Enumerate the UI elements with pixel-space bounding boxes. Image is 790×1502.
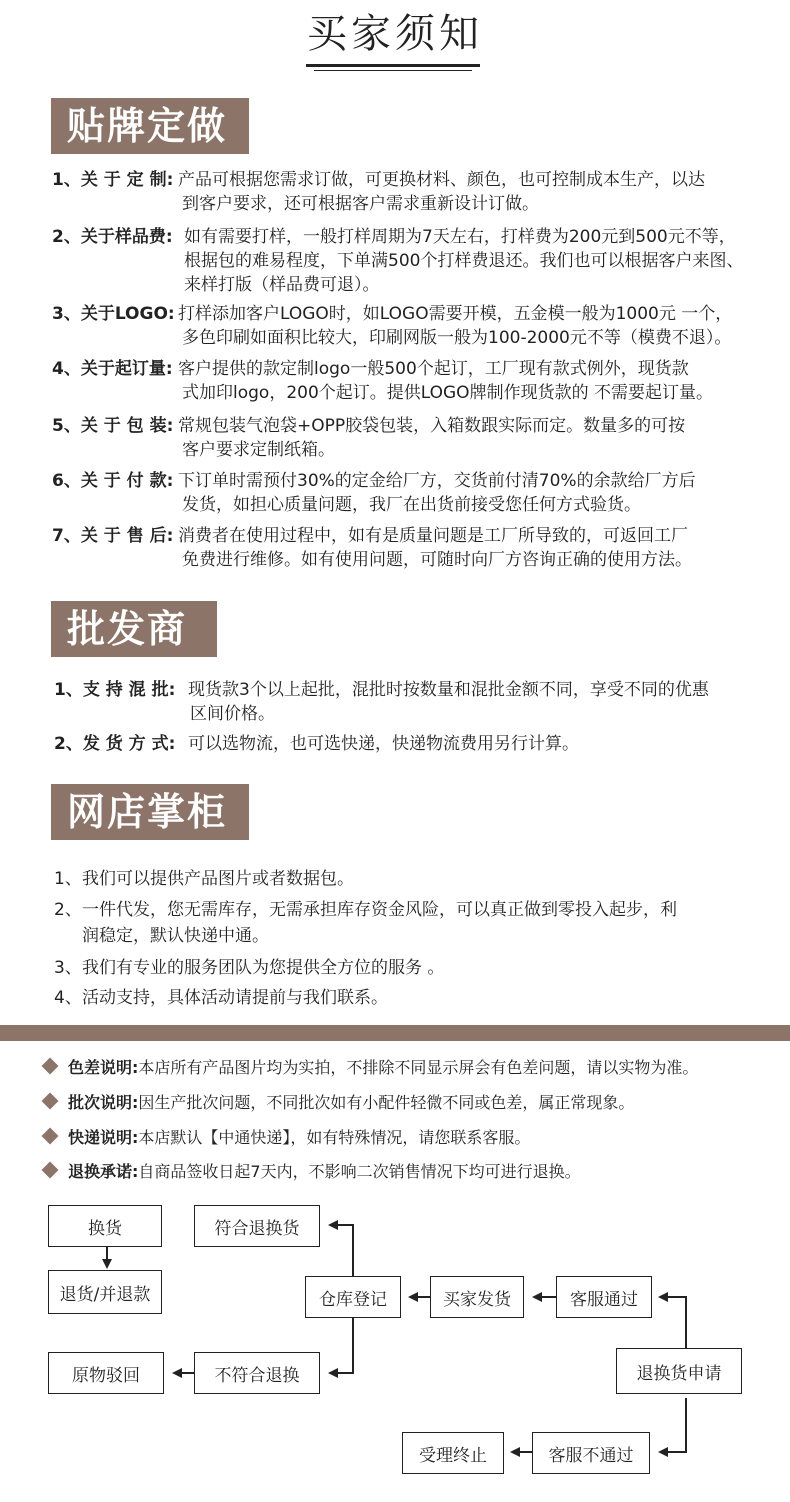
item-text-line: 免费进行维修。如有使用问题，可随时向厂方咨询正确的使用方法。 [182, 550, 692, 570]
arrow-apply-cspass [660, 1297, 686, 1348]
item-label: 6、关 于 付 款: [52, 471, 174, 491]
item-text-line: 客户提供的款定制logo一般500个起订，工厂现有款式例外，现货款 [178, 359, 689, 379]
item-text-line: 现货款3个以上起批，混批时按数量和混批金额不同，享受不同的优惠 [188, 680, 709, 700]
arrow-warehouse-noteligible [330, 1318, 353, 1373]
item-number: 4、 [54, 988, 82, 1008]
flow-box-refund: 退货/并退款 [48, 1270, 162, 1314]
notice-key: 退换承诺: [68, 1162, 139, 1181]
flow-box-buyer-ship: 买家发货 [430, 1276, 524, 1318]
flow-box-warehouse: 仓库登记 [305, 1276, 401, 1318]
item-number: 2、 [54, 900, 82, 920]
item-text-line: 产品可根据您需求订做，可更换材料、颜色，也可控制成本生产，以达 [178, 170, 705, 190]
item-label: 4、关于起订量: [52, 359, 173, 379]
item-text-line: 多色印刷如面积比较大，印刷网版一般为100-2000元不等（模费不退）。 [182, 328, 732, 348]
notice-text: 因生产批次问题，不同批次如有小配件轻微不同或色差，属正常现象。 [138, 1093, 635, 1112]
item-text-line: 如有需要打样，一般打样周期为7天左右，打样费为200元到500元不等， [184, 227, 736, 247]
item-text-line: 下订单时需预付30%的定金给厂方，交货前付清70%的余款给厂方后 [178, 471, 696, 491]
item-text-line: 来样打版（样品费可退）。 [184, 275, 380, 295]
item-text-line: 消费者在使用过程中，如有是质量问题是工厂所导致的，可返回工厂 [178, 526, 688, 546]
item-text-line: 客户要求定制纸箱。 [182, 440, 335, 460]
page-title: 买家须知 [307, 11, 483, 57]
item-label: 2、关于样品费: [52, 227, 173, 247]
flow-box-exchange: 换货 [48, 1205, 162, 1247]
item-label: 1、支 持 混 批: [54, 680, 176, 700]
notice-key: 批次说明: [68, 1093, 139, 1112]
item-label: 2、发 货 方 式: [54, 734, 176, 754]
item-text-line: 发货，如担心质量问题，我厂在出货前接受您任何方式验货。 [182, 495, 641, 515]
item-text-line: 我们可以提供产品图片或者数据包。 [82, 869, 354, 889]
flow-box-terminate: 受理终止 [402, 1432, 504, 1474]
section-heading-shop: 网店掌柜 [51, 784, 249, 840]
notice-text: 本店所有产品图片均为实拍，不排除不同显示屏会有色差问题，请以实物为准。 [138, 1058, 699, 1077]
item-text-line: 打样添加客户LOGO时，如LOGO需要开模，五金模一般为1000元 一个， [178, 304, 733, 324]
item-text-line: 区间价格。 [190, 704, 275, 724]
item-label: 3、关于LOGO: [52, 304, 175, 324]
flow-box-cs-pass: 客服通过 [556, 1276, 652, 1318]
flow-box-apply: 退换货申请 [616, 1348, 742, 1394]
item-text-line: 活动支持，具体活动请提前与我们联系。 [82, 988, 388, 1008]
flow-box-rejected-return: 原物驳回 [48, 1352, 164, 1394]
item-text-line: 润稳定，默认快递中通。 [82, 926, 269, 946]
item-number: 1、 [54, 869, 82, 889]
notice-key: 快递说明: [68, 1128, 139, 1147]
flow-box-cs-fail: 客服不通过 [532, 1432, 650, 1474]
item-text-line: 式加印logo，200个起订。提供LOGO牌制作现货款的 不需要起订量。 [182, 383, 713, 403]
section-heading-wholesale: 批发商 [51, 601, 217, 657]
item-text-line: 根据包的难易程度，下单满500个打样费退还。我们也可以根据客户来图、 [184, 251, 744, 271]
flow-box-not-eligible: 不符合退换 [194, 1352, 320, 1394]
section-heading-custom: 贴牌定做 [51, 98, 249, 154]
item-label: 1、关 于 定 制: [52, 170, 174, 190]
notice-text: 自商品签收日起7天内，不影响二次销售情况下均可进行退换。 [138, 1162, 581, 1181]
item-text-line: 可以选物流，也可选快递，快递物流费用另行计算。 [188, 734, 579, 754]
notice-text: 本店默认【中通快递】，如有特殊情况，请您联系客服。 [138, 1128, 531, 1147]
item-label: 5、关 于 包 装: [52, 416, 174, 436]
arrow-warehouse-eligible [330, 1225, 353, 1276]
item-label: 7、关 于 售 后: [52, 526, 174, 546]
arrow-apply-csfail [660, 1398, 686, 1452]
item-text-line: 常规包装气泡袋+OPP胶袋包装，入箱数跟实际而定。数量多的可按 [178, 416, 686, 436]
item-number: 3、 [54, 958, 82, 978]
item-text-line: 一件代发，您无需库存，无需承担库存资金风险，可以真正做到零投入起步，利 [82, 900, 677, 920]
item-text-line: 我们有专业的服务团队为您提供全方位的服务 。 [82, 958, 445, 978]
item-text-line: 到客户要求，还可根据客户需求重新设计订做。 [182, 194, 539, 214]
flow-box-eligible: 符合退换货 [194, 1205, 320, 1247]
notice-key: 色差说明: [68, 1058, 139, 1077]
